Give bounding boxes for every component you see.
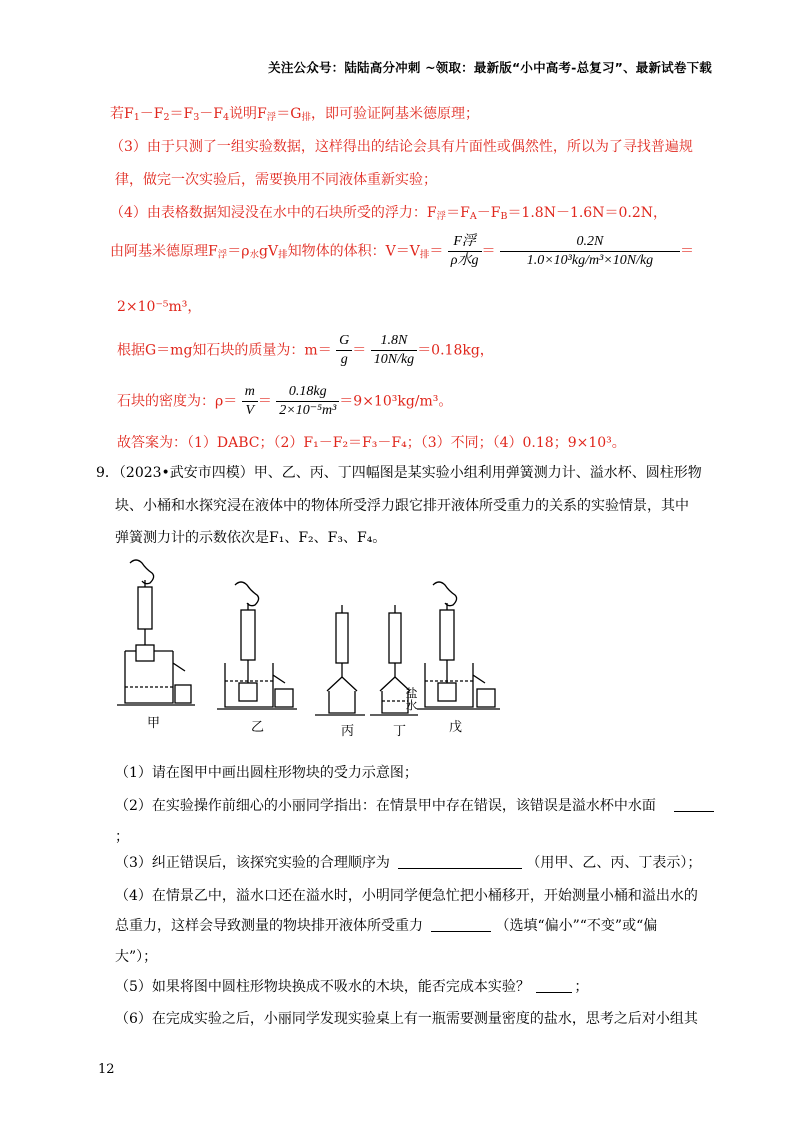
answer-line-6: 2×10⁻⁵m³，	[117, 299, 202, 315]
answer-line-3: 律，做完一次实验后，需要换用不同液体重新实验；	[115, 172, 437, 188]
spring-scale	[138, 587, 152, 629]
answer-blank-5[interactable]	[536, 992, 572, 993]
page-number: 12	[98, 1062, 115, 1077]
scene-jia	[117, 560, 195, 705]
answer-summary: 故答案为：（1）DABC；（2）F₁－F₂＝F₃－F₄；（3）不同；（4）0.18；9×10³。	[117, 435, 626, 451]
scene-wu	[417, 582, 500, 709]
label-saltwater: 盐水	[404, 687, 418, 711]
answer-blank-2[interactable]	[674, 811, 714, 812]
sub-question-2: （2）在实验操作前细心的小丽同学指出：在情景甲中存在错误，该错误是溢水杯中水面	[115, 795, 714, 815]
fraction-g-over-g: $\frac{G}{g}$	[336, 332, 352, 369]
sub-question-4-line-2: 总重力，这样会导致测量的物块排开液体所受重力 （选填“偏小”“不变”或“偏	[115, 918, 658, 934]
answer-line-4: （4）由表格数据知浸没在水中的石块所受的浮力：$F_浮=F_A-F_B=1.8N-1.6N=0.2N$，	[110, 205, 667, 222]
sub-question-3: （3）纠正错误后，该探究实验的合理顺序为 （用甲、乙、丙、丁表示）；	[115, 855, 702, 871]
sub-question-4-line-3: 大”）；	[115, 949, 158, 965]
answer-blank-3[interactable]	[398, 868, 522, 869]
question-9-line-3: 弹簧测力计的示数依次是F₁、F₂、F₃、F₄。	[115, 530, 387, 546]
sub-question-1: （1）请在图甲中画出圆柱形物块的受力示意图；	[115, 765, 418, 781]
answer-line-2: （3）由于只测了一组实验数据，这样得出的结论会具有片面性或偶然性，所以为了寻找普遍规	[110, 139, 693, 155]
answer-line-7: 根据G＝mg知石块的质量为：m＝ $\frac{G}{g}$ ＝ $\frac{1.8N}{10N/kg}$ ＝0.18kg，	[117, 333, 494, 367]
answer-blank-4[interactable]	[431, 931, 491, 932]
label-bing: 丙	[341, 724, 355, 739]
answer-line-1: 若$F_1-F_2=F_3-F_4$说明$F_浮=G_排$，即可验证阿基米德原理；	[110, 106, 479, 123]
label-ding: 丁	[393, 724, 407, 739]
sub-question-2-end: ；	[115, 829, 129, 845]
fraction-mass-calc: $\frac{1.8N}{10N/kg}$	[371, 332, 417, 369]
scene-yi	[217, 582, 297, 709]
label-yi: 乙	[251, 720, 265, 735]
fraction-m-over-v: $\frac{m}{V}$	[242, 383, 258, 420]
answer-line-8: 石块的密度为：ρ＝ $\frac{m}{V}$ ＝ $\frac{0.18kg}{\text{2×10⁻⁵m³}}$ ＝9×10³kg/m³。	[117, 384, 453, 418]
scene-bing	[315, 605, 365, 715]
experiment-figure	[115, 555, 515, 740]
fraction-buoyancy-over-rho-g: $\frac{\text{F浮}}{\text{ρ水g}}$	[448, 233, 482, 270]
page-header: 关注公众号：陆陆高分冲刺 ~领取：最新版“小中高考-总复习”、最新试卷下载	[268, 60, 712, 75]
cylinder-block	[136, 645, 154, 661]
sub-question-6: （6）在完成实验之后，小丽同学发现实验桌上有一瓶需要测量密度的盐水，思考之后对小组其	[115, 1011, 698, 1027]
sub-question-4: （4）在情景乙中，溢水口还在溢水时，小明同学便急忙把小桶移开，开始测量小桶和溢出水的	[115, 888, 698, 904]
question-9-line-1: 9．（2023•武安市四模）甲、乙、丙、丁四幅图是某实验小组利用弹簧测力计、溢水杯、圆柱形物	[96, 465, 702, 481]
fraction-volume-calc: $\frac{0.2N}{\text{1.0×10³kg/m³×10N/kg}}$	[500, 233, 680, 270]
answer-line-5: 由阿基米德原理$F_浮=\rho_水gV_排$知物体的体积：$V=V_排=$ $\frac{\text{F浮}}{\text{ρ水g}}$ ＝ $\frac{0.2N}{\text{1.0×10³kg/m³×10N/kg}}$ ＝	[110, 234, 694, 268]
label-wu: 戊	[449, 720, 463, 735]
question-9-line-2: 块、小桶和水探究浸在液体中的物体所受浮力跟它排开液体所受重力的关系的实验情景，其中	[115, 498, 689, 514]
label-jia: 甲	[147, 716, 161, 731]
fraction-density-calc: $\frac{0.18kg}{\text{2×10⁻⁵m³}}$	[276, 383, 339, 420]
sub-question-5: （5）如果将图中圆柱形物块换成不吸水的木块，能否完成本实验？ ；	[115, 979, 589, 995]
